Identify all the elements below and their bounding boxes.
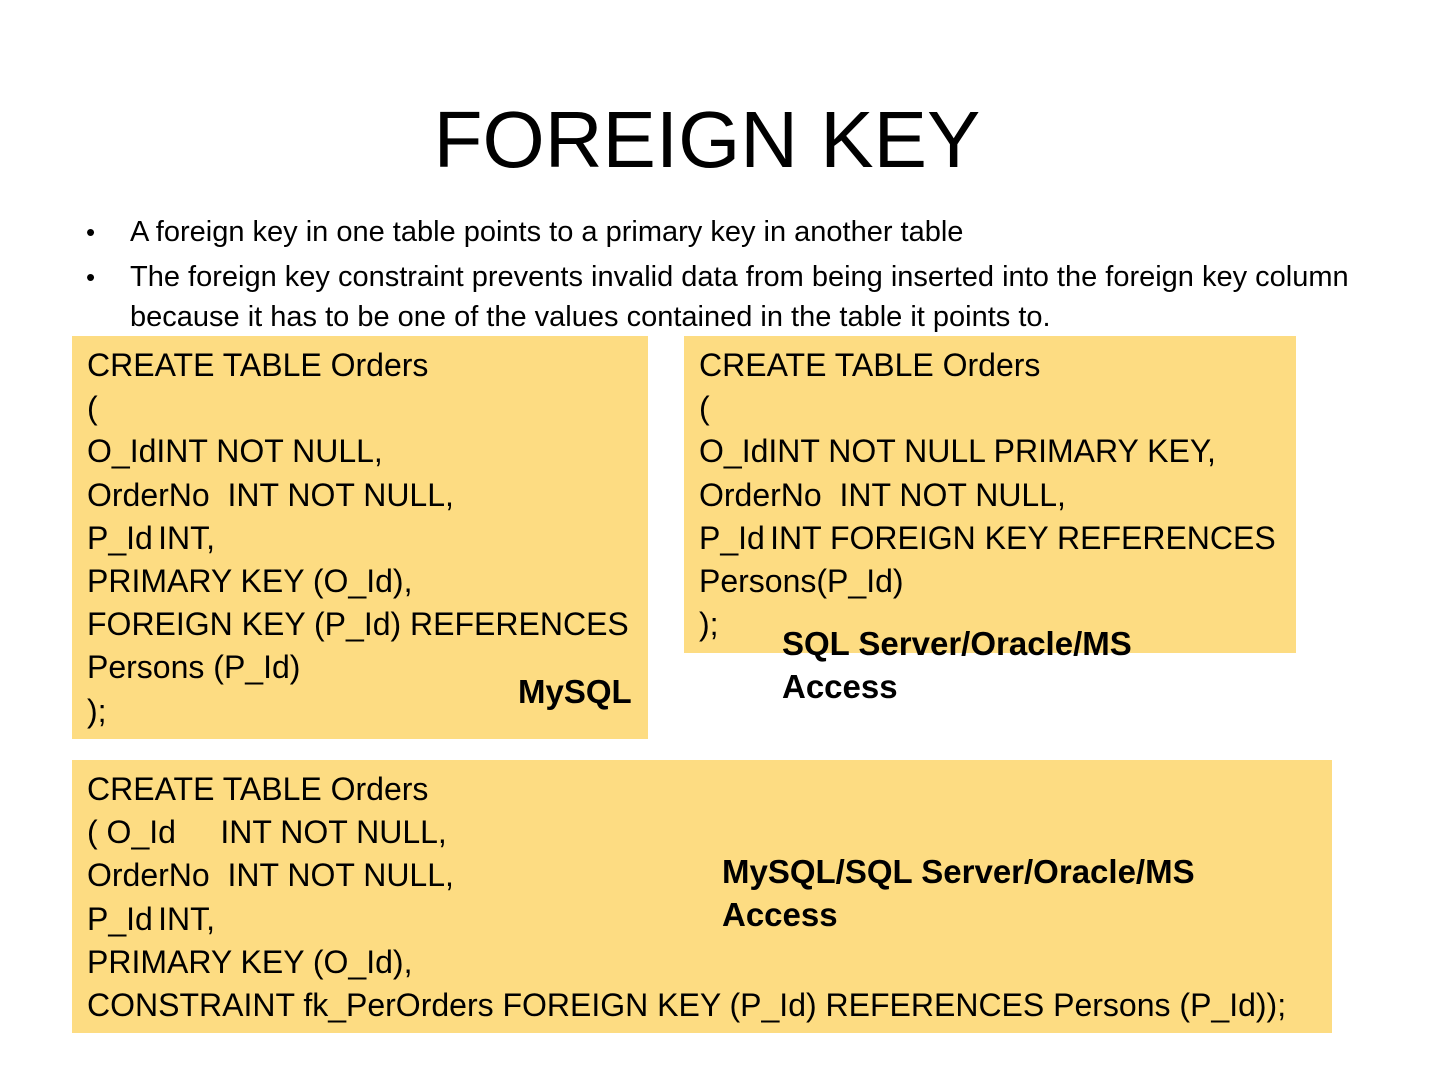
code-line: OrderNo INT NOT NULL, <box>87 857 454 894</box>
code-line: OrderNo INT NOT NULL, <box>699 476 1066 513</box>
code-line: Persons (P_Id) <box>87 649 301 686</box>
code-line: O_IdINT NOT NULL, <box>87 433 383 470</box>
code-line: PRIMARY KEY (O_Id), <box>87 943 413 980</box>
code-line: ( <box>699 390 710 427</box>
slide-title: FOREIGN KEY <box>433 95 981 184</box>
code-line: OrderNo INT NOT NULL, <box>87 476 454 513</box>
code-line: ); <box>87 692 107 729</box>
code-line: P_Id INT, <box>87 900 216 937</box>
code-line: O_IdINT NOT NULL PRIMARY KEY, <box>699 433 1216 470</box>
dialect-label-all: MySQL/SQL Server/Oracle/MS Access <box>722 853 1195 933</box>
bullet-text: A foreign key in one table points to a primary key in another table <box>130 216 964 248</box>
code-line: PRIMARY KEY (O_Id), <box>87 563 413 600</box>
code-line: FOREIGN KEY (P_Id) REFERENCES <box>87 606 629 643</box>
dialect-label-mysql: MySQL <box>518 673 632 710</box>
code-line: Persons(P_Id) <box>699 563 904 600</box>
dialect-label-sql-server: SQL Server/Oracle/MS Access <box>782 625 1132 705</box>
code-line: P_Id INT FOREIGN KEY REFERENCES <box>699 519 1276 556</box>
code-line: ( <box>87 390 98 427</box>
bullet-list <box>86 212 1386 342</box>
bullet-dot-icon: • <box>86 217 96 247</box>
code-line: CREATE TABLE Orders <box>87 771 429 807</box>
code-line: CREATE TABLE Orders <box>699 347 1041 383</box>
code-line: CONSTRAINT fk_PerOrders FOREIGN KEY (P_Id) REFERENCES Persons (P_Id)); <box>87 987 1287 1024</box>
code-line: ); <box>699 606 719 643</box>
bullet-item <box>86 212 1386 252</box>
code-line: CREATE TABLE Orders <box>87 347 429 383</box>
code-line: P_Id INT, <box>87 519 216 556</box>
bullet-item <box>86 257 1386 337</box>
code-box-sql-server <box>684 336 1296 653</box>
bullet-dot-icon: • <box>86 262 96 292</box>
code-line: ( O_Id INT NOT NULL, <box>87 814 447 851</box>
bullet-text: The foreign key constraint prevents invalid data from being inserted into the foreign key column because it has to be one of the values contained in the table it points to. <box>130 261 1349 333</box>
